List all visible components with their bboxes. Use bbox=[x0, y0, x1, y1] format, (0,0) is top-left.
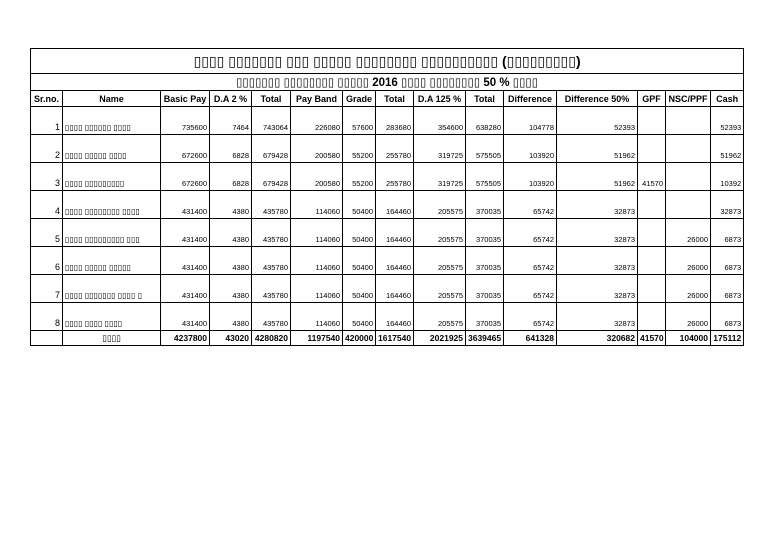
cell-difference: 103920 bbox=[504, 135, 557, 163]
total-pay-band: 1197540 bbox=[291, 331, 343, 346]
cell-gpf: 41570 bbox=[638, 163, 666, 191]
cell-grade: 50400 bbox=[343, 191, 376, 219]
cell-total-2: 164460 bbox=[376, 191, 414, 219]
cell-gpf bbox=[638, 275, 666, 303]
cell-difference: 65742 bbox=[504, 219, 557, 247]
table-row bbox=[31, 135, 744, 163]
cell-da-125: 205575 bbox=[414, 219, 466, 247]
total-nsc-ppf: 104000 bbox=[666, 331, 711, 346]
cell-total-3: 370035 bbox=[466, 275, 504, 303]
cell-total-2: 164460 bbox=[376, 303, 414, 331]
cell-gpf bbox=[638, 219, 666, 247]
cell-srno: 4 bbox=[31, 191, 63, 219]
header-cash: Cash bbox=[711, 91, 744, 107]
cell-difference-50: 32873 bbox=[557, 219, 638, 247]
cell-da-2: 4380 bbox=[210, 219, 252, 247]
cell-da-2: 7464 bbox=[210, 107, 252, 135]
cell-total-1: 435780 bbox=[252, 191, 291, 219]
table-row bbox=[31, 107, 744, 135]
cell-basic-pay: 672600 bbox=[161, 163, 210, 191]
cell-nsc-ppf bbox=[666, 163, 711, 191]
cell-srno: 2 bbox=[31, 135, 63, 163]
total-difference-50: 320682 bbox=[557, 331, 638, 346]
salary-difference-table bbox=[30, 48, 744, 346]
header-total-3: Total bbox=[466, 91, 504, 107]
cell-srno: 8 bbox=[31, 303, 63, 331]
cell-da-125: 205575 bbox=[414, 275, 466, 303]
cell-pay-band: 114060 bbox=[291, 275, 343, 303]
cell-nsc-ppf: 26000 bbox=[666, 247, 711, 275]
cell-name: ▯▯▯▯ ▯▯▯▯▯▯▯▯▯ bbox=[63, 163, 161, 191]
cell-pay-band: 114060 bbox=[291, 219, 343, 247]
cell-pay-band: 114060 bbox=[291, 247, 343, 275]
cell-grade: 50400 bbox=[343, 303, 376, 331]
cell-difference: 65742 bbox=[504, 191, 557, 219]
total-row bbox=[31, 331, 744, 346]
cell-grade: 50400 bbox=[343, 219, 376, 247]
header-total-1: Total bbox=[252, 91, 291, 107]
cell-difference-50: 52393 bbox=[557, 107, 638, 135]
cell-total-2: 164460 bbox=[376, 275, 414, 303]
cell-cash: 6873 bbox=[711, 275, 744, 303]
cell-pay-band: 226080 bbox=[291, 107, 343, 135]
cell-name: ▯▯▯▯ ▯▯▯▯▯▯ ▯▯▯▯ bbox=[63, 107, 161, 135]
cell-difference: 104778 bbox=[504, 107, 557, 135]
cell-cash: 6873 bbox=[711, 303, 744, 331]
cell-difference-50: 32873 bbox=[557, 247, 638, 275]
cell-total-3: 370035 bbox=[466, 303, 504, 331]
total-name: ▯▯▯▯ bbox=[63, 331, 161, 346]
cell-total-2: 164460 bbox=[376, 219, 414, 247]
table-row bbox=[31, 303, 744, 331]
cell-cash: 6873 bbox=[711, 219, 744, 247]
header-nsc-ppf: NSC/PPF bbox=[666, 91, 711, 107]
header-row bbox=[31, 91, 744, 107]
cell-total-1: 679428 bbox=[252, 135, 291, 163]
cell-name: ▯▯▯▯ ▯▯▯▯▯▯▯▯▯ ▯▯▯ bbox=[63, 219, 161, 247]
header-da-125: D.A 125 % bbox=[414, 91, 466, 107]
cell-total-1: 435780 bbox=[252, 247, 291, 275]
cell-cash: 6873 bbox=[711, 247, 744, 275]
cell-total-1: 435780 bbox=[252, 275, 291, 303]
cell-total-2: 164460 bbox=[376, 247, 414, 275]
cell-difference-50: 51962 bbox=[557, 163, 638, 191]
header-da-2: D.A 2 % bbox=[210, 91, 252, 107]
cell-total-3: 638280 bbox=[466, 107, 504, 135]
cell-da-2: 4380 bbox=[210, 191, 252, 219]
cell-da-2: 6828 bbox=[210, 163, 252, 191]
cell-nsc-ppf bbox=[666, 191, 711, 219]
cell-srno: 7 bbox=[31, 275, 63, 303]
cell-da-2: 4380 bbox=[210, 303, 252, 331]
cell-total-1: 435780 bbox=[252, 303, 291, 331]
header-difference: Difference bbox=[504, 91, 557, 107]
cell-name: ▯▯▯▯ ▯▯▯▯▯▯▯ ▯▯▯▯ ▯ bbox=[63, 275, 161, 303]
total-total-2: 1617540 bbox=[376, 331, 414, 346]
cell-difference-50: 32873 bbox=[557, 275, 638, 303]
cell-da-125: 319725 bbox=[414, 135, 466, 163]
cell-pay-band: 200580 bbox=[291, 135, 343, 163]
cell-difference-50: 32873 bbox=[557, 303, 638, 331]
cell-total-3: 370035 bbox=[466, 219, 504, 247]
cell-name: ▯▯▯▯ ▯▯▯▯▯ ▯▯▯▯▯ bbox=[63, 247, 161, 275]
cell-cash: 51962 bbox=[711, 135, 744, 163]
cell-cash: 32873 bbox=[711, 191, 744, 219]
header-total-2: Total bbox=[376, 91, 414, 107]
table-row bbox=[31, 191, 744, 219]
cell-da-125: 354600 bbox=[414, 107, 466, 135]
cell-difference-50: 32873 bbox=[557, 191, 638, 219]
spreadsheet bbox=[30, 48, 743, 346]
header-srno: Sr.no. bbox=[31, 91, 63, 107]
cell-da-125: 205575 bbox=[414, 191, 466, 219]
table-row bbox=[31, 247, 744, 275]
cell-nsc-ppf: 26000 bbox=[666, 275, 711, 303]
cell-basic-pay: 431400 bbox=[161, 247, 210, 275]
cell-srno: 1 bbox=[31, 107, 63, 135]
cell-da-125: 319725 bbox=[414, 163, 466, 191]
total-da-2: 43020 bbox=[210, 331, 252, 346]
total-srno bbox=[31, 331, 63, 346]
cell-gpf bbox=[638, 135, 666, 163]
cell-total-1: 679428 bbox=[252, 163, 291, 191]
cell-difference: 65742 bbox=[504, 303, 557, 331]
cell-srno: 6 bbox=[31, 247, 63, 275]
total-basic-pay: 4237800 bbox=[161, 331, 210, 346]
cell-difference: 103920 bbox=[504, 163, 557, 191]
cell-pay-band: 114060 bbox=[291, 191, 343, 219]
header-name: Name bbox=[63, 91, 161, 107]
cell-total-3: 370035 bbox=[466, 247, 504, 275]
total-cash: 175112 bbox=[711, 331, 744, 346]
cell-srno: 5 bbox=[31, 219, 63, 247]
cell-nsc-ppf bbox=[666, 135, 711, 163]
cell-da-2: 4380 bbox=[210, 247, 252, 275]
cell-basic-pay: 735600 bbox=[161, 107, 210, 135]
total-grade: 420000 bbox=[343, 331, 376, 346]
cell-cash: 52393 bbox=[711, 107, 744, 135]
cell-name: ▯▯▯▯ ▯▯▯▯ ▯▯▯▯ bbox=[63, 303, 161, 331]
cell-da-125: 205575 bbox=[414, 247, 466, 275]
cell-da-2: 6828 bbox=[210, 135, 252, 163]
cell-cash: 10392 bbox=[711, 163, 744, 191]
total-total-3: 3639465 bbox=[466, 331, 504, 346]
cell-gpf bbox=[638, 303, 666, 331]
cell-grade: 57600 bbox=[343, 107, 376, 135]
cell-difference: 65742 bbox=[504, 247, 557, 275]
cell-total-3: 370035 bbox=[466, 191, 504, 219]
cell-nsc-ppf: 26000 bbox=[666, 303, 711, 331]
total-gpf: 41570 bbox=[638, 331, 666, 346]
cell-total-2: 255780 bbox=[376, 135, 414, 163]
cell-pay-band: 114060 bbox=[291, 303, 343, 331]
cell-grade: 55200 bbox=[343, 135, 376, 163]
cell-total-3: 575505 bbox=[466, 163, 504, 191]
cell-total-3: 575505 bbox=[466, 135, 504, 163]
cell-basic-pay: 431400 bbox=[161, 303, 210, 331]
cell-difference-50: 51962 bbox=[557, 135, 638, 163]
cell-da-125: 205575 bbox=[414, 303, 466, 331]
total-total-1: 4280820 bbox=[252, 331, 291, 346]
table-row bbox=[31, 163, 744, 191]
cell-total-2: 255780 bbox=[376, 163, 414, 191]
cell-total-1: 435780 bbox=[252, 219, 291, 247]
cell-basic-pay: 672600 bbox=[161, 135, 210, 163]
cell-grade: 50400 bbox=[343, 275, 376, 303]
cell-pay-band: 200580 bbox=[291, 163, 343, 191]
cell-basic-pay: 431400 bbox=[161, 275, 210, 303]
header-difference-50: Difference 50% bbox=[557, 91, 638, 107]
header-basic-pay: Basic Pay bbox=[161, 91, 210, 107]
cell-gpf bbox=[638, 191, 666, 219]
header-gpf: GPF bbox=[638, 91, 666, 107]
cell-srno: 3 bbox=[31, 163, 63, 191]
cell-difference: 65742 bbox=[504, 275, 557, 303]
total-difference: 641328 bbox=[504, 331, 557, 346]
cell-name: ▯▯▯▯ ▯▯▯▯▯ ▯▯▯▯ bbox=[63, 135, 161, 163]
table-row bbox=[31, 219, 744, 247]
table-row bbox=[31, 275, 744, 303]
cell-total-1: 743064 bbox=[252, 107, 291, 135]
cell-name: ▯▯▯▯ ▯▯▯▯▯▯▯▯ ▯▯▯▯ bbox=[63, 191, 161, 219]
sheet-title: ▯▯▯▯ ▯▯▯▯▯▯▯ ▯▯▯ ▯▯▯▯▯ ▯▯▯▯▯▯▯▯ ▯▯▯▯▯▯▯▯▯▯ (▯▯▯▯▯▯▯▯▯) bbox=[31, 49, 744, 74]
cell-gpf bbox=[638, 107, 666, 135]
total-da-125: 2021925 bbox=[414, 331, 466, 346]
sheet-subtitle: ▯▯▯▯▯▯▯ ▯▯▯▯▯▯▯▯ ▯▯▯▯▯ 2016 ▯▯▯▯ ▯▯▯▯▯▯▯▯ 50 % ▯▯▯▯ bbox=[31, 74, 744, 91]
header-pay-band: Pay Band bbox=[291, 91, 343, 107]
cell-gpf bbox=[638, 247, 666, 275]
cell-da-2: 4380 bbox=[210, 275, 252, 303]
cell-total-2: 283680 bbox=[376, 107, 414, 135]
cell-grade: 55200 bbox=[343, 163, 376, 191]
cell-basic-pay: 431400 bbox=[161, 191, 210, 219]
cell-nsc-ppf bbox=[666, 107, 711, 135]
header-grade: Grade bbox=[343, 91, 376, 107]
cell-basic-pay: 431400 bbox=[161, 219, 210, 247]
cell-nsc-ppf: 26000 bbox=[666, 219, 711, 247]
cell-grade: 50400 bbox=[343, 247, 376, 275]
